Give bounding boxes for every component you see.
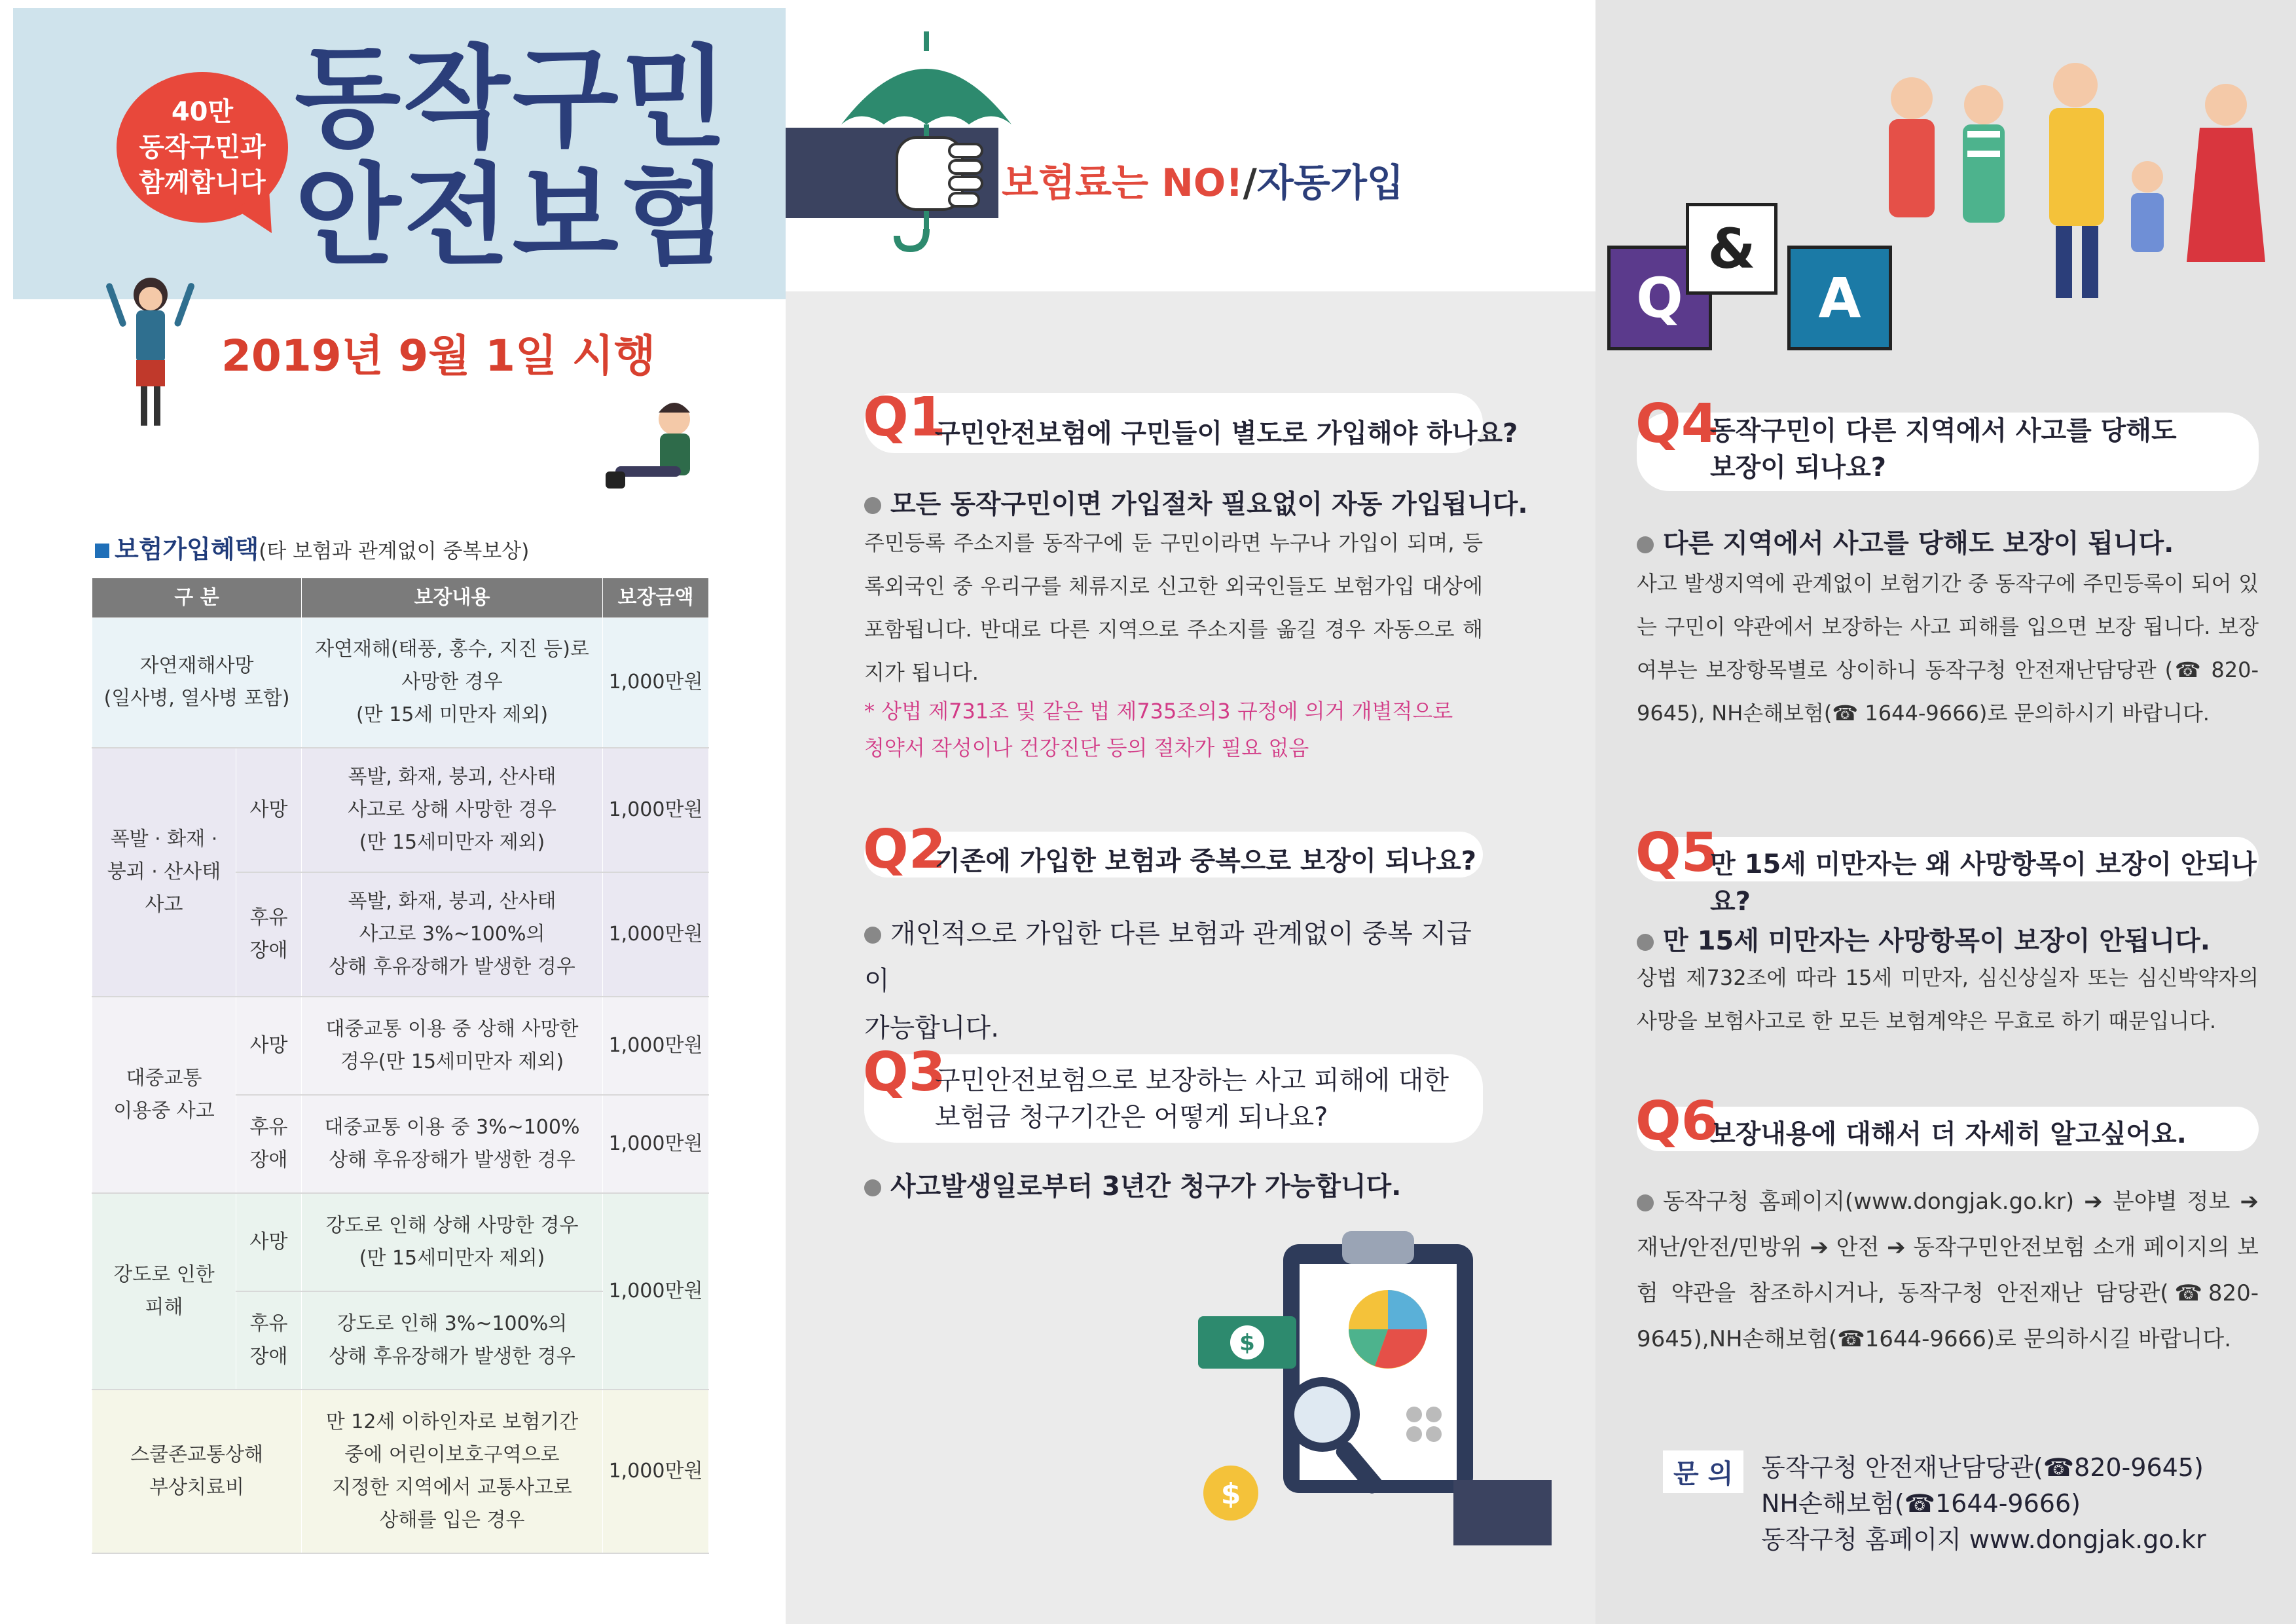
bullet-icon <box>864 927 881 944</box>
q5-question: 만 15세 미만자는 왜 사망항목이 보장이 안되나요? <box>1710 849 2257 917</box>
row-content: 대중교통 이용 중 3%~100% 상해 후유장해가 발생한 경우 <box>302 1095 603 1193</box>
row-category: 강도로 인한 피해 <box>92 1193 236 1390</box>
table-row <box>92 1390 709 1553</box>
q5-answer <box>1637 920 2210 957</box>
svg-text:$: $ <box>1239 1330 1255 1356</box>
row-subcategory: 후유 장애 <box>236 1095 302 1193</box>
q5-detail: 상법 제732조에 따라 15세 미만자, 심신상실자 또는 심신박약자의 사망을 보험사고로 한 모든 보험계약은 무효로 하기 때문입니다. <box>1637 965 2259 1033</box>
amp-cube: & <box>1686 203 1777 295</box>
q1-answer-text: 모든 동작구민이면 가입절차 필요없이 자동 가입됩니다. <box>890 489 1528 519</box>
q5-answer-text: 만 15세 미만자는 사망항목이 보장이 안됩니다. <box>1663 926 2211 956</box>
row-amount: 1,000만원 <box>603 1193 709 1390</box>
benefits-title: 보험가입혜택 <box>115 535 259 564</box>
contact-line-2: NH손해보험(☎1644-9666) <box>1761 1489 2081 1518</box>
q2-answer-text: 개인적으로 가입한 다른 보험과 관계없이 중복 지급이 가능합니다. <box>864 919 1472 1043</box>
q1-note: * 상법 제731조 및 같은 법 제735조의3 규정에 의거 개별적으로 청약서 작성이나 건강진단 등의 절차가 필요 없음 <box>864 699 1453 760</box>
row-content: 폭발, 화재, 붕괴, 산사태 사고로 3%~100%의 상해 후유장해가 발생한 경우 <box>302 872 603 997</box>
q2-answer <box>864 910 1483 1052</box>
slogan <box>1002 152 1404 207</box>
q-cube: Q <box>1607 246 1712 350</box>
square-bullet-icon <box>95 544 109 558</box>
bubble-line-1: 40만 <box>171 97 234 127</box>
people-illustration <box>1859 46 2285 308</box>
q1-question: 구민안전보험에 구민들이 별도로 가입해야 하나요? <box>935 418 1518 449</box>
q1-number: Q1 <box>863 386 946 449</box>
row-subcategory: 사망 <box>236 1193 302 1291</box>
benefits-table <box>92 578 709 1554</box>
row-category: 폭발 · 화재 · 붕괴 · 산사태 사고 <box>92 748 236 997</box>
slogan-slash: / <box>1243 160 1257 205</box>
row-content: 자연재해(태풍, 홍수, 지진 등)로 사망한 경우 (만 15세 미만자 제외) <box>302 618 603 748</box>
q2-number: Q2 <box>863 819 946 881</box>
svg-text:$: $ <box>1220 1477 1241 1511</box>
row-content: 대중교통 이용 중 상해 사망한 경우(만 15세미만자 제외) <box>302 997 603 1095</box>
row-category: 대중교통 이용중 사고 <box>92 997 236 1193</box>
slogan-part-2: 자동가입 <box>1256 160 1404 205</box>
row-amount: 1,000만원 <box>603 1095 709 1193</box>
contact-line-3: 동작구청 홈페이지 www.dongjak.go.kr <box>1761 1525 2206 1554</box>
hand-icon <box>890 131 995 216</box>
a-cube: A <box>1787 246 1892 350</box>
title-line-1: 동작구민 <box>295 34 731 162</box>
table-row <box>92 618 709 748</box>
row-content: 강도로 인해 3%~100%의 상해 후유장해가 발생한 경우 <box>302 1291 603 1390</box>
contact-label: 문 의 <box>1663 1450 1743 1493</box>
q4-answer <box>1637 523 2174 560</box>
q4-number: Q4 <box>1635 393 1719 455</box>
row-subcategory: 후유 장애 <box>236 872 302 997</box>
contact-line-1: 동작구청 안전재난담당관(☎820-9645) <box>1761 1453 2204 1482</box>
bullet-icon <box>864 497 881 514</box>
row-amount: 1,000만원 <box>603 748 709 872</box>
magnifier-icon <box>1290 1382 1355 1447</box>
title-line-2: 안전보험 <box>295 152 731 280</box>
bullet-icon <box>864 1179 881 1196</box>
q6-answer-text: 동작구청 홈페이지(www.dongjak.go.kr) ➔ 분야별 정보 ➔ 재난/안전/민방위 ➔ 안전 ➔ 동작구민안전보험 소개 페이지의 보험 약관을 참조하시거나, 동작구청 안전재난 담당관(☎820-9645),NH손해보험(☎1644-9666)로 문의하시길 바랍니다. <box>1637 1189 2259 1352</box>
q4-detail: 사고 발생지역에 관계없이 보험기간 중 동작구에 주민등록이 되어 있는 구민이 약관에서 보장하는 사고 피해를 입으면 보장 됩니다. 보장여부는 보장항목별로 상이하니 동작구청 안전재난담당관 (☎ 820-9645), NH손해보험(☎ 1644-9666)로 문의하시기 바랍니다. <box>1637 571 2259 726</box>
row-content: 만 12세 이하인자로 보험기간 중에 어린이보호구역으로 지정한 지역에서 교통사고로 상해를 입은 경우 <box>302 1390 603 1553</box>
row-amount: 1,000만원 <box>603 618 709 748</box>
row-subcategory: 후유 장애 <box>236 1291 302 1390</box>
row-subcategory: 사망 <box>236 748 302 872</box>
header-amount: 보장금액 <box>603 578 709 618</box>
boy-illustration <box>602 393 714 511</box>
bubble-line-3: 함께합니다 <box>139 168 266 198</box>
q4-question: 동작구민이 다른 지역에서 사고를 당해도 보장이 되나요? <box>1710 416 2177 483</box>
row-category: 자연재해사망 (일사병, 열사병 포함) <box>92 618 302 748</box>
q5-number: Q5 <box>1635 822 1719 884</box>
row-amount: 1,000만원 <box>603 997 709 1095</box>
q1-detail: 주민등록 주소지를 동작구에 둔 구민이라면 누구나 가입이 되며, 등록외국인 중 우리구를 체류지로 신고한 외국인들도 보험가입 대상에 포함됩니다. 반대로 다른 지역으로 주소지를 옮길 경우 자동으로 해지가 됩니다. <box>864 530 1483 685</box>
bullet-icon <box>1637 1194 1654 1211</box>
q6-question: 보장내용에 대해서 더 자세히 알고싶어요. <box>1710 1119 2187 1149</box>
row-category: 스쿨존교통상해 부상치료비 <box>92 1390 302 1553</box>
q4-answer-text: 다른 지역에서 사고를 당해도 보장이 됩니다. <box>1663 528 2174 559</box>
clipboard-chart-icon <box>1192 1218 1558 1559</box>
q3-question: 구민안전보험으로 보장하는 사고 피해에 대한 보험금 청구기간은 어떻게 되나요? <box>935 1065 1449 1132</box>
benefits-subtitle: (타 보험과 관계없이 중복보상) <box>259 540 530 563</box>
row-content: 폭발, 화재, 붕괴, 산사태 사고로 상해 사망한 경우 (만 15세미만자 제외) <box>302 748 603 872</box>
row-content: 강도로 인해 상해 사망한 경우 (만 15세미만자 제외) <box>302 1193 603 1291</box>
table-row <box>92 748 709 872</box>
header-category: 구 분 <box>92 578 302 618</box>
bubble-line-2: 동작구민과 <box>139 132 266 162</box>
q6-answer <box>1637 1179 2259 1362</box>
table-row <box>92 1193 709 1291</box>
row-amount: 1,000만원 <box>603 872 709 997</box>
girl-illustration <box>105 268 196 432</box>
row-subcategory: 사망 <box>236 997 302 1095</box>
q1-answer <box>864 483 1528 521</box>
benefits-section-title <box>95 529 529 565</box>
bullet-icon <box>1637 536 1654 553</box>
q6-number: Q6 <box>1635 1090 1719 1153</box>
table-row <box>92 997 709 1095</box>
q3-answer-text: 사고발생일로부터 3년간 청구가 가능합니다. <box>890 1172 1402 1202</box>
q3-number: Q3 <box>863 1041 946 1103</box>
header-content: 보장내용 <box>302 578 603 618</box>
q3-answer <box>864 1166 1401 1203</box>
row-amount: 1,000만원 <box>603 1390 709 1553</box>
q2-question: 기존에 가입한 보험과 중복으로 보장이 되나요? <box>935 846 1476 876</box>
slogan-part-1: 보험료는 NO! <box>1002 160 1243 205</box>
start-date: 2019년 9월 1일 시행 <box>221 331 656 381</box>
bullet-icon <box>1637 934 1654 951</box>
